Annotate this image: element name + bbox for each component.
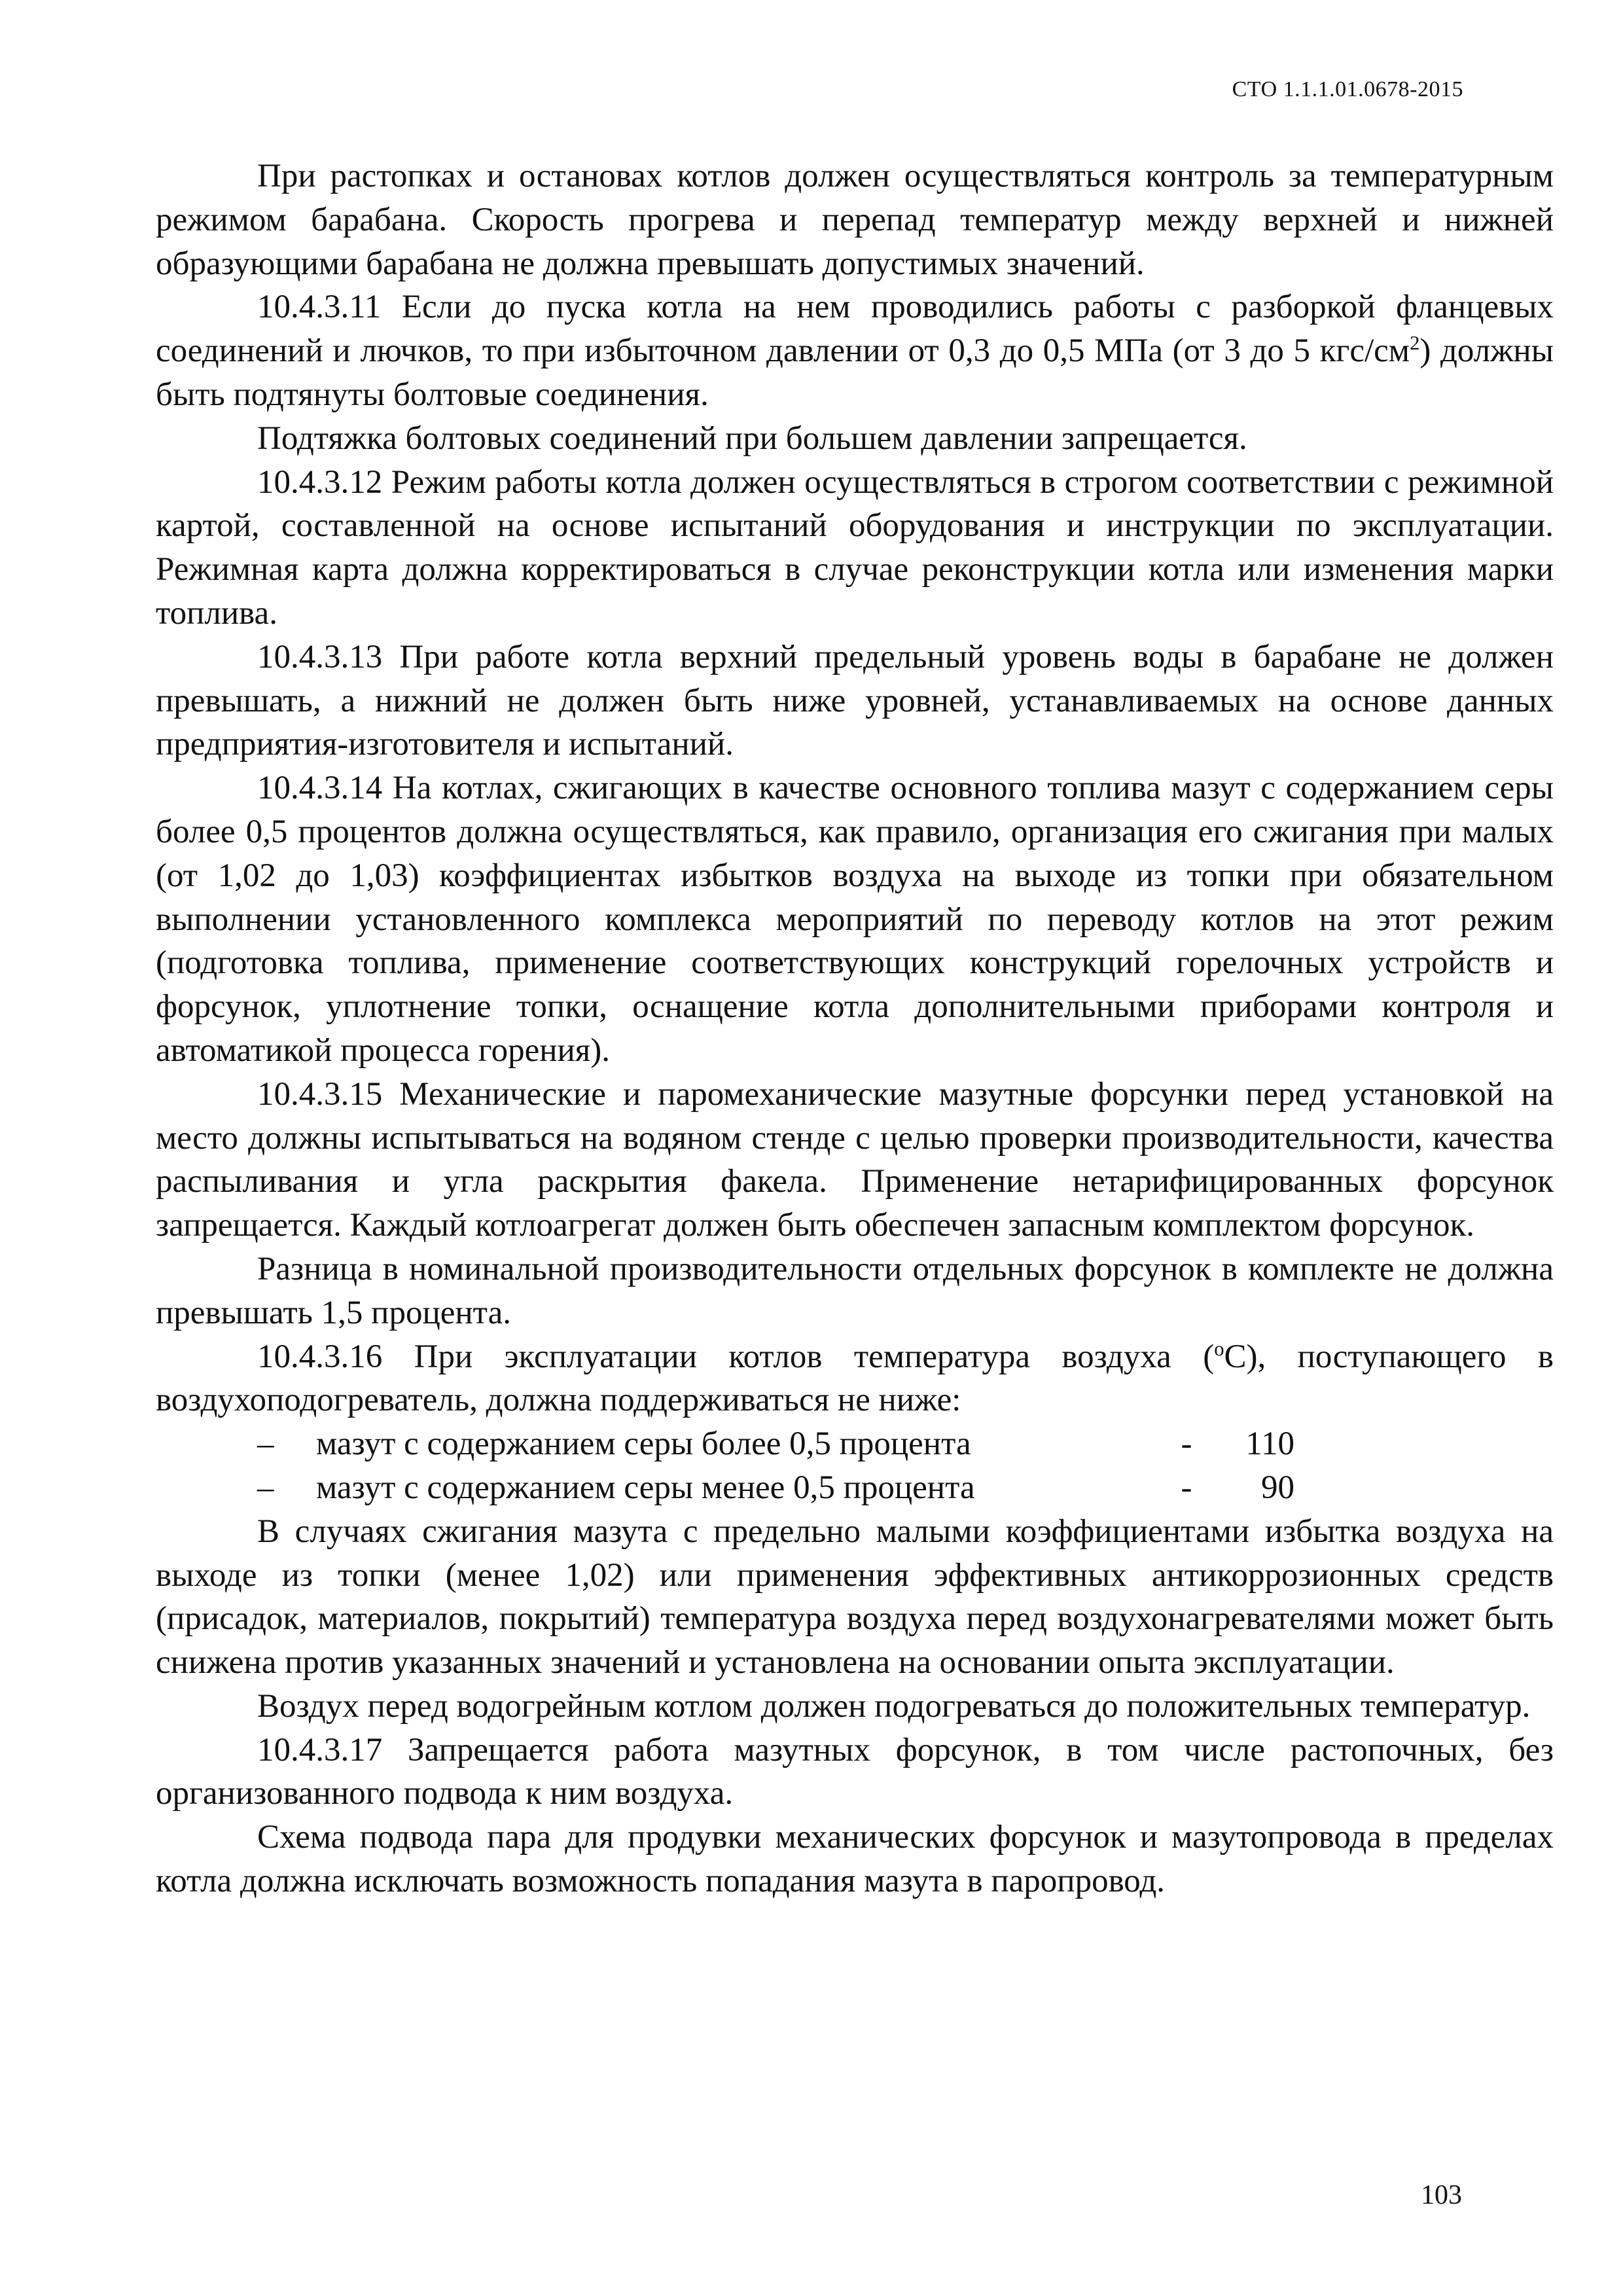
document-body: [156, 154, 1554, 1903]
superscript-2: 2: [1410, 332, 1420, 355]
paragraph-steam-purge-scheme: Схема подвода пара для продувки механических форсунок и мазутопровода в пределах котла должна исключать возможность попадания мазута в паропровод.: [156, 1819, 1554, 1900]
page-number: 103: [1421, 2180, 1462, 2210]
list-item: [156, 1466, 1554, 1510]
paragraph-10-4-3-11-part2: ) должны быть подтянуты болтовые соединения.: [156, 332, 1554, 413]
list-item-value: 90: [1261, 1469, 1294, 1506]
list-item-separator: -: [1181, 1469, 1192, 1506]
paragraph-nozzle-difference: Разница в номинальной производительности отдельных форсунок в комплекте не должна превышать 1,5 процента.: [156, 1250, 1554, 1331]
paragraph-startup-control: При растопках и остановах котлов должен осуществляться контроль за температурным режимом барабана. Скорость прогрева и перепад температур между верхней и нижней образующими барабана не должна превышать допустимых значений.: [156, 158, 1554, 282]
dash-marker: –: [257, 1469, 274, 1506]
paragraph-10-4-3-14: 10.4.3.14 На котлах, сжигающих в качестве основного топлива мазут с содержанием серы более 0,5 процентов должна осуществляться, как правило, организация его сжигания при малых (от 1,02 до 1,03) коэффициентах избытков воздуха на выходе из топки при обязательном выполнении установленного комплекса мероприятий по переводу котлов на этот режим (подготовка топлива, применение соответствующих конструкций горелочных устройств и форсунок, уплотнение топки, оснащение котла дополнительными приборами контроля и автоматикой процесса горения).: [156, 770, 1554, 1069]
paragraph-10-4-3-16: [156, 1335, 1554, 1423]
document-code: СТО 1.1.1.01.0678-2015: [1232, 77, 1463, 101]
paragraph-10-4-3-17: 10.4.3.17 Запрещается работа мазутных форсунок, в том числе растопочных, без организованного подвода к ним воздуха.: [156, 1731, 1554, 1812]
paragraph-10-4-3-12: 10.4.3.12 Режим работы котла должен осуществляться в строгом соответствии с режимной картой, составленной на основе испытаний оборудования и инструкции по эксплуатации. Режимная карта должна корректироваться в случае реконструкции котла или изменения марки топлива.: [156, 463, 1554, 632]
degree-superscript: о: [1214, 1337, 1224, 1360]
list-item-text: мазут с содержанием серы более 0,5 процента: [316, 1426, 971, 1463]
paragraph-10-4-3-11: [156, 285, 1554, 416]
paragraph-low-excess-air: В случаях сжигания мазута с предельно малыми коэффициентами избытка воздуха на выходе из топки (менее 1,02) или применения эффективных антикоррозионных средств (присадок, материалов, покрытий) температура воздуха перед воздухонагревателями может быть снижена против указанных значений и установлена на основании опыта эксплуатации.: [156, 1513, 1554, 1681]
list-item-value: 110: [1245, 1426, 1294, 1463]
paragraph-10-4-3-13: 10.4.3.13 При работе котла верхний предельный уровень воды в барабане не должен превышать, а нижний не должен быть ниже уровней, устанавливаемых на основе данных предприятия-изготовителя и испытаний.: [156, 638, 1554, 763]
paragraph-10-4-3-16-part1: 10.4.3.16 При эксплуатации котлов температура воздуха (: [257, 1338, 1215, 1375]
paragraph-bolt-tightening: Подтяжка болтовых соединений при большем давлении запрещается.: [257, 420, 1247, 457]
list-item-separator: -: [1181, 1426, 1192, 1463]
list-item: [156, 1422, 1554, 1466]
paragraph-10-4-3-11-part1: 10.4.3.11 Если до пуска котла на нем проводились работы с разборкой фланцевых соединений и лючков, то при избыточном давлении от 0,3 до 0,5 МПа (от 3 до 5 кгс/см: [156, 289, 1554, 370]
dash-marker: –: [257, 1426, 274, 1463]
paragraph-water-boiler-air: Воздух перед водогрейным котлом должен подогреваться до положительных температур.: [257, 1687, 1531, 1725]
paragraph-10-4-3-16-part2: С), поступающего в воздухоподогреватель, должна поддерживаться не ниже:: [156, 1338, 1554, 1419]
list-item-text: мазут с содержанием серы менее 0,5 процента: [316, 1469, 975, 1506]
paragraph-10-4-3-15: 10.4.3.15 Механические и паромеханические мазутные форсунки перед установкой на место должны испытываться на водяном стенде с целью проверки производительности, качества распыливания и угла раскрытия факела. Применение нетарифицированных форсунок запрещается. Каждый котлоагрегат должен быть обеспечен запасным комплектом форсунок.: [156, 1075, 1554, 1244]
